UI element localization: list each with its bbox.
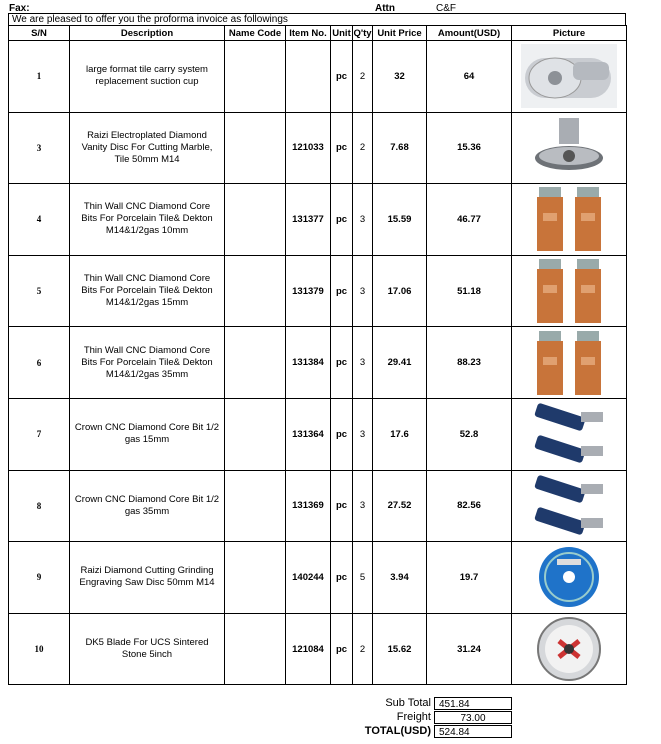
row-description (70, 112, 225, 184)
subtotal-value: 451.84 (434, 697, 512, 710)
header-row (9, 26, 627, 41)
table-row (9, 41, 627, 113)
row-sn: 9 (9, 542, 70, 614)
vanity-disc-picture (521, 116, 617, 180)
col-unit: Unit (332, 27, 351, 39)
invoice-table (8, 25, 627, 685)
row-item-no: 131364 (286, 398, 331, 470)
row-amount: 88.23 (427, 327, 512, 399)
description-line: gas 35mm (124, 505, 170, 517)
row-unit-price: 7.68 (373, 112, 427, 184)
description-line: Crown CNC Diamond Core Bit 1/2 (74, 493, 220, 505)
table-row (9, 255, 627, 327)
row-qty: 5 (353, 542, 373, 614)
table-row (9, 542, 627, 614)
description-line: Thin Wall CNC Diamond Core (83, 344, 211, 356)
row-unit-price: 27.52 (373, 470, 427, 542)
description-line: gas 15mm (124, 434, 170, 446)
row-picture (512, 542, 627, 614)
row-unit-price: 29.41 (373, 327, 427, 399)
row-unit-price: 15.62 (373, 613, 427, 685)
core-bits-picture (521, 187, 617, 251)
row-unit-price: 17.6 (373, 398, 427, 470)
row-amount: 19.7 (427, 542, 512, 614)
subtotal-label: Sub Total (385, 697, 431, 709)
row-qty: 3 (353, 184, 373, 256)
row-name-code (225, 613, 286, 685)
row-description (70, 255, 225, 327)
row-item-no: 140244 (286, 542, 331, 614)
row-qty: 3 (353, 398, 373, 470)
row-picture (512, 613, 627, 685)
row-amount: 82.56 (427, 470, 512, 542)
row-amount: 51.18 (427, 255, 512, 327)
attn-label: Attn (375, 3, 395, 14)
col-qty: Q'ty (353, 27, 372, 39)
row-name-code (225, 542, 286, 614)
description-line: Tile 50mm M14 (114, 153, 180, 165)
table-row (9, 398, 627, 470)
row-picture (512, 327, 627, 399)
core-bits-picture (521, 259, 617, 323)
description-line: Thin Wall CNC Diamond Core (83, 201, 211, 213)
col-unit-price: Unit Price (373, 26, 427, 41)
col-amount: Amount(USD) (427, 26, 512, 41)
row-unit: pc (331, 41, 353, 113)
core-bits-picture (521, 331, 617, 395)
row-name-code (225, 470, 286, 542)
row-amount: 15.36 (427, 112, 512, 184)
total-value: 524.84 (434, 725, 512, 738)
row-qty: 2 (353, 41, 373, 113)
row-qty: 3 (353, 470, 373, 542)
description-line: Raizi Diamond Cutting Grinding (80, 565, 214, 577)
row-picture (512, 398, 627, 470)
row-amount: 64 (427, 41, 512, 113)
row-picture (512, 41, 627, 113)
row-amount: 31.24 (427, 613, 512, 685)
row-sn: 1 (9, 41, 70, 113)
row-sn: 5 (9, 255, 70, 327)
turbo-blade-picture (521, 617, 617, 681)
row-unit: pc (331, 327, 353, 399)
table-row (9, 470, 627, 542)
row-unit-price: 17.06 (373, 255, 427, 327)
table-row (9, 613, 627, 685)
description-line: Bits For Porcelain Tile& Dekton (81, 356, 213, 368)
row-description (70, 470, 225, 542)
row-amount: 52.8 (427, 398, 512, 470)
row-qty: 3 (353, 327, 373, 399)
row-unit: pc (331, 470, 353, 542)
row-picture (512, 470, 627, 542)
description-line: Engraving Saw Disc 50mm M14 (79, 577, 215, 589)
row-item-no (286, 41, 331, 113)
freight-label: Freight (396, 711, 431, 723)
row-unit: pc (331, 398, 353, 470)
blue-saw-disc-picture (521, 545, 617, 609)
row-sn: 3 (9, 112, 70, 184)
row-unit: pc (331, 613, 353, 685)
row-unit: pc (331, 542, 353, 614)
suction-cup-picture (521, 44, 617, 108)
row-picture (512, 112, 627, 184)
table-row (9, 112, 627, 184)
description-line: Vanity Disc For Cutting Marble, (81, 141, 213, 153)
intro-text: We are pleased to offer you the proforma invoice as followings (8, 13, 626, 25)
row-picture (512, 184, 627, 256)
row-unit: pc (331, 112, 353, 184)
row-unit-price: 15.59 (373, 184, 427, 256)
crown-bits-picture (521, 474, 617, 538)
row-description (70, 613, 225, 685)
row-amount: 46.77 (427, 184, 512, 256)
description-line: Crown CNC Diamond Core Bit 1/2 (74, 422, 220, 434)
row-item-no: 121033 (286, 112, 331, 184)
row-qty: 3 (353, 255, 373, 327)
description-line: Bits For Porcelain Tile& Dekton (81, 213, 213, 225)
description-line: Raizi Electroplated Diamond (87, 129, 207, 141)
description-line: M14&1/2gas 15mm (105, 297, 189, 309)
row-name-code (225, 255, 286, 327)
row-unit-price: 3.94 (373, 542, 427, 614)
fax-label: Fax: (9, 3, 30, 14)
row-unit: pc (331, 184, 353, 256)
table-row (9, 327, 627, 399)
row-qty: 2 (353, 613, 373, 685)
crown-bits-picture (521, 402, 617, 466)
description-line: M14&1/2gas 10mm (105, 225, 189, 237)
description-line: DK5 Blade For UCS Sintered (85, 637, 209, 649)
row-description (70, 41, 225, 113)
row-sn: 7 (9, 398, 70, 470)
row-unit-price: 32 (373, 41, 427, 113)
row-sn: 8 (9, 470, 70, 542)
row-item-no: 131384 (286, 327, 331, 399)
col-name-code: Name Code (225, 26, 286, 41)
row-unit: pc (331, 255, 353, 327)
row-sn: 10 (9, 613, 70, 685)
description-line: Bits For Porcelain Tile& Dekton (81, 285, 213, 297)
row-sn: 6 (9, 327, 70, 399)
row-description (70, 542, 225, 614)
col-sn: S/N (9, 26, 70, 41)
row-description (70, 398, 225, 470)
row-picture (512, 255, 627, 327)
row-name-code (225, 327, 286, 399)
col-item-no: Item No. (286, 26, 331, 41)
row-sn: 4 (9, 184, 70, 256)
description-line: M14&1/2gas 35mm (105, 368, 189, 380)
col-description: Description (70, 26, 225, 41)
total-label: TOTAL(USD) (364, 725, 431, 737)
row-item-no: 131377 (286, 184, 331, 256)
row-description (70, 327, 225, 399)
row-name-code (225, 398, 286, 470)
description-line: Thin Wall CNC Diamond Core (83, 273, 211, 285)
row-qty: 2 (353, 112, 373, 184)
row-name-code (225, 41, 286, 113)
row-item-no: 131369 (286, 470, 331, 542)
row-item-no: 131379 (286, 255, 331, 327)
freight-value: 73.00 (434, 711, 512, 724)
row-name-code (225, 184, 286, 256)
description-line: large format tile carry system (86, 64, 208, 76)
table-row (9, 184, 627, 256)
col-picture: Picture (512, 26, 627, 41)
description-line: replacement suction cup (95, 76, 199, 88)
row-name-code (225, 112, 286, 184)
row-description (70, 184, 225, 256)
attn-value: C&F (436, 3, 456, 14)
description-line: Stone 5inch (121, 649, 173, 661)
row-item-no: 121084 (286, 613, 331, 685)
